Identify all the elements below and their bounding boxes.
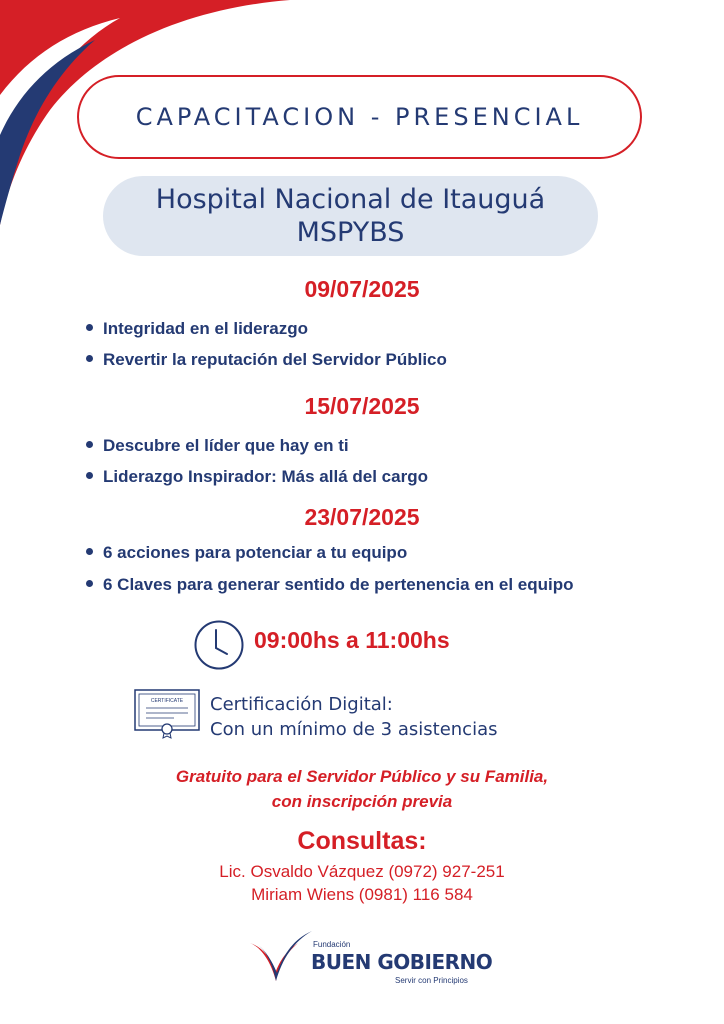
bullet-icon: [86, 548, 93, 555]
bullet-icon: [86, 472, 93, 479]
certificate-icon: [134, 689, 200, 739]
title-banner: [77, 75, 642, 159]
org-tagline: Servir con Principios: [395, 976, 468, 985]
topic-text: 6 acciones para potenciar a tu equipo: [103, 543, 408, 562]
free-notice-line1: Gratuito para el Servidor Público y su Familia,: [175, 767, 549, 786]
list-item: [86, 319, 308, 339]
session-date: 23/07/2025: [304, 504, 420, 530]
topic-text: Liderazgo Inspirador: Más allá del cargo: [103, 467, 428, 486]
venue-ministry: MSPYBS: [296, 217, 405, 248]
certification-requirement: Con un mínimo de 3 asistencias: [210, 719, 498, 740]
topic-text: 6 Claves para generar sentido de pertenencia en el equipo: [103, 575, 574, 594]
free-notice-line2: con inscripción previa: [271, 792, 453, 811]
bullet-icon: [86, 355, 93, 362]
list-item: [86, 436, 349, 456]
contact-heading: Consultas:: [297, 827, 427, 855]
list-item: [86, 543, 407, 563]
bullet-icon: [86, 324, 93, 331]
page-title: CAPACITACION - PRESENCIAL: [135, 103, 584, 131]
topic-text: Descubre el líder que hay en ti: [103, 436, 349, 455]
contact-person: Lic. Osvaldo Vázquez (0972) 927-251: [219, 862, 505, 881]
org-name: BUEN GOBIERNO: [311, 950, 493, 974]
contact-person: Miriam Wiens (0981) 116 584: [251, 885, 473, 904]
list-item: [86, 575, 574, 595]
venue-pill: [103, 176, 598, 256]
certificate-label: CERTIFICATE: [150, 698, 184, 704]
checkmark-logo-icon: [248, 929, 314, 987]
schedule-time: 09:00hs a 11:00hs: [254, 627, 450, 653]
org-prefix: Fundación: [313, 940, 351, 949]
venue-name: Hospital Nacional de Itauguá: [155, 184, 546, 215]
certification-title: Certificación Digital:: [210, 694, 393, 715]
list-item: [86, 467, 428, 487]
list-item: [86, 350, 447, 370]
clock-icon: [193, 619, 245, 671]
bullet-icon: [86, 441, 93, 448]
session-date: 15/07/2025: [304, 393, 420, 419]
topic-text: Revertir la reputación del Servidor Público: [103, 350, 447, 369]
bullet-icon: [86, 580, 93, 587]
topic-text: Integridad en el liderazgo: [103, 319, 308, 338]
session-date: 09/07/2025: [304, 276, 420, 302]
